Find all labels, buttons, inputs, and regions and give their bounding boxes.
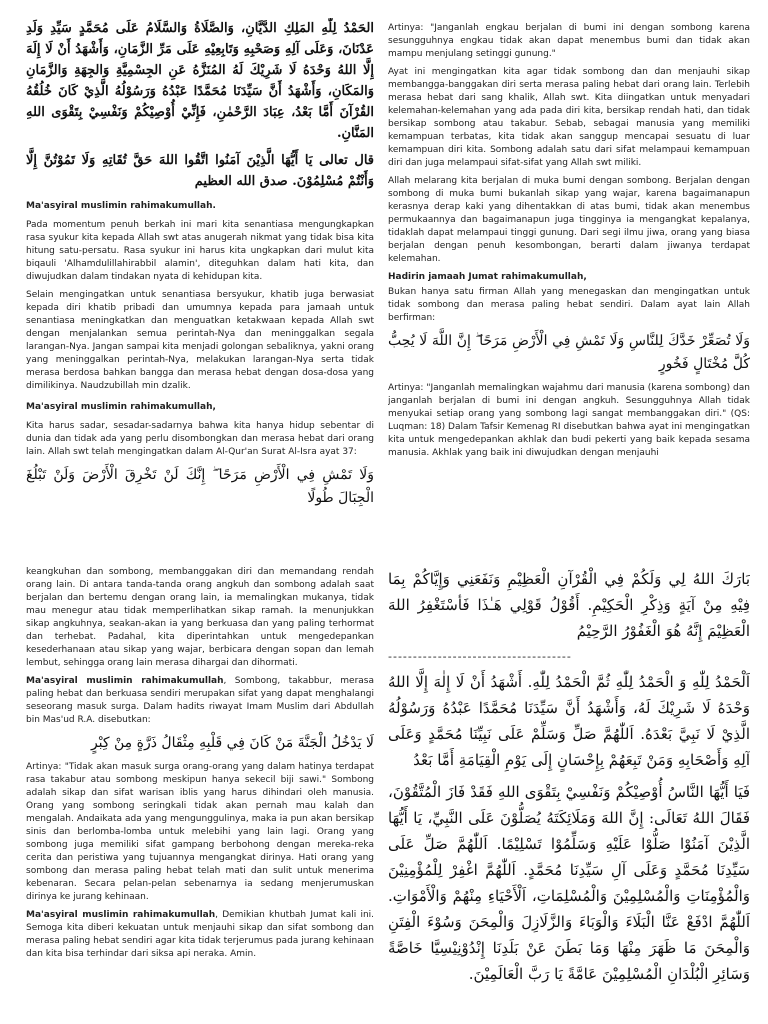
arabic-opening-verse: قال تعالى يَا أَيُّهَا الَّذِيْنَ آمَنُوا اتَّقُوا اللهَ حَقَّ تُقَاتِهِ وَلَا تَمُوْتُنَّ إِلَّا وَأَنْتُمْ مُسْلِمُوْنَ. صدق الله العظيم (26, 153, 374, 189)
paragraph: Ayat ini mengingatkan kita agar tidak sombong dan dan menjauhi sikap membangga-banggakan diri serta merasa paling hebat dari orang lain. Terlebih merasa hebat dari sang khalik, Allah swt. Kita diingatkan untuk menyadari kelemahan-kelemahan yang ada pada diri kita, bersikap rendah hati, dan tidak bersikap sombong atau takabur. Sebab, sebagai manusia yang memiliki kemampuan terbatas, kita tidak akan sanggup mencapai sesuatu di luar kemampuan diri kita. Sombong adalah satu dari sifat melampaui kemampuan diri dan juga melampaui sifat-sifat yang Allah swt miliki. (388, 67, 750, 168)
paragraph: Bukan hanya satu firman Allah yang menegaskan dan mengingatkan untuk tidak sombong dan merasa paling hebat sendiri. Dalam ayat lain Allah berfirman: (388, 287, 750, 323)
arabic-second-khutbah: اَلْحَمْدُ لِلّٰهِ وَ الْحَمْدُ لِلّٰهِ ثُمَّ الْحَمْدُ لِلّٰهِ. أَشْهَدُ أَنْ لَا إِلٰهَ إِلَّا اللهُ وَحْدَهُ لَا شَرِيْكَ لَهُ، وَأَشْهَدُ أَنَّ سَيِّدَنَا مُحَمَّدًا عَبْدُهُ وَرَسُوْلُهُ الَّذِيْ لَا نَبِيَّ بَعْدَهُ. اَللّٰهُمَّ صَلِّ وَسَلِّمْ عَلَى نَبِيِّنَا مُحَمَّدٍ وَعَلَى آلِهِ وَأَصْحَابِهِ وَمَنْ تَبِعَهُمْ بِإِحْسَانٍ إِلَى يَوْمِ الْقِيَامَةِ أَمَّا بَعْدُ (388, 673, 750, 769)
column-left-top (26, 18, 374, 528)
column-left-bottom (26, 566, 374, 1016)
paragraph: Allah melarang kita berjalan di muka bumi dengan sombong. Berjalan dengan sombong di muka bumi bukanlah sikap yang wajar, karena bagaimanapun kerasnya derap kaki yang dihentakkan di atas bumi, tidak akan menembus permukaannya dan bagaimanapun juga tingginya ia mengangkat kepalanya, tidaklah dapat melampaui tinggi gunung. Dari segi ilmu jiwa, orang yang biasa berjalan dengan penuh kesombongan, berarti dalam jiwanya terdapat kelemahan. (388, 176, 750, 264)
arabic-hadith: لَا يَدْخُلُ الْجَنَّةَ مَنْ كَانَ فِي قَلْبِهِ مِثْقَالُ ذَرَّةٍ مِنْ كِبْرٍ (90, 735, 374, 751)
arabic-opening-praise: الحَمْدُ لِلّٰهِ المَلِكِ الدَّيَّانِ، وَالصَّلَاةُ وَالسَّلَامُ عَلَى مُحَمَّدٍ سَيِّدِ وَلَدِ عَدْنَانَ، وَعَلَى آلِهِ وَصَحْبِهِ وَتَابِعِيْهِ عَلَى مَرِّ الزَّمَانِ، وَأَشْهَدُ أَنْ لَا إِلَهَ إِلَّا اللهُ وَحْدَهُ لَا شَرِيْكَ لَهُ المُنَزَّهُ عَنِ الجِسْمِيَّةِ وَالجِهَةِ وَالزَّمَانِ وَالمَكَانِ، وَأَشْهَدُ أَنَّ سَيِّدَنَا مُحَمَّدًا عَبْدُهُ وَرَسُوْلُهُ الَّذِيْ كَانَ خُلُقُهُ القُرْآنَ أَمَّا بَعْدُ، عِبَادَ الرَّحْمٰنِ، فَإِنِّيْ أُوْصِيْكُمْ وَنَفْسِيْ بِتَقْوَى اللهِ المَنَّانِ. (26, 21, 374, 141)
section-heading: Ma'asyiral muslimin rahimakumullah. (26, 201, 216, 211)
column-right-top (388, 22, 750, 528)
arabic-closing-prayer: بَارَكَ اللهُ لِي وَلَكُمْ فِي الْقُرْآنِ الْعَظِيْمِ وَنَفَعَنِي وَإِيَّاكُمْ بِمَا فِيْهِ مِنْ آيَةٍ وَذِكْرِ الْحَكِيْمِ. أَقُوْلُ قَوْلِي هَـٰذَا فَأسْتَغْفِرُ اللهَ الْعَظِيْمَ إِنَّهُ هُوَ الْغَفُوْرُ الرَّحِيْمُ (388, 570, 750, 640)
arabic-verse-luqman: وَلَا تُصَعِّرْ خَدَّكَ لِلنَّاسِ وَلَا تَمْشِ فِي الْأَرْضِ مَرَحًا ۖ إِنَّ اللَّهَ لَا يُحِبُّ كُلَّ مُخْتَالٍ فَخُورٍ (388, 333, 750, 372)
paragraph (26, 675, 374, 727)
paragraph: keangkuhan dan sombong, membanggakan diri dan memandang rendah orang lain. Di antara tanda-tanda orang angkuh dan sombong adalah saat berjalan dan bertemu dengan orang lain, ia memalingkan mukanya, tidak mau menegur atau tidak memperlihatkan sikap ramah. Ia menunjukkan sikap angkuhnya, seakan-akan ia yang berkuasa dan yang paling terhormat dan terhebat. Padahal, kita diperintahkan untuk mengedepankan kesederhanaan atau sikap yang wajar, berbicara dengan sopan dan lemah lembut, sehingga orang lain merasa dihargai dan dihormati. (26, 567, 374, 668)
paragraph: Artinya: "Janganlah engkau berjalan di bumi ini dengan sombong karena sesungguhnya engkau tidak akan dapat menembus bumi dan tidak akan mampu menjulang setinggi gunung." (388, 23, 750, 59)
paragraph-text: , Sombong, takabbur, merasa paling hebat dan berkuasa sendiri merupakan sifat yang dapat menghalangi seseorang masuk surga. Dalam hadits riwayat Imam Muslim dari Abdullah bin Mas'ud R.A. disebutkan: (26, 676, 374, 725)
section-heading: Hadirin jamaah Jumat rahimakumullah, (388, 272, 587, 282)
paragraph: Kita harus sadar, sesadar-sadarnya bahwa kita hanya hidup sebentar di dunia dan tidak ada yang perlu disombongkan dan merasa hebat dari orang lain. Allah swt telah mengingatkan dalam Al-Qur'an Surat Al-Isra ayat 37: (26, 421, 374, 457)
paragraph (26, 909, 374, 961)
arabic-final-prayer: فَيَا أَيُّهَا النَّاسُ أُوْصِيْكُمْ وَنَفْسِيْ بِتَقْوَى اللهِ فَقَدْ فَازَ الْمُتَّقُوْنَ، فَقَالَ اللهُ تَعَالَى: إِنَّ اللهَ وَمَلَائِكَتَهُ يُصَلُّوْنَ عَلَى النَّبِيِّ، يَا أَيُّهَا الَّذِيْنَ آمَنُوْا صَلُّوْا عَلَيْهِ وَسَلِّمُوْا تَسْلِيْمًا. اَللّٰهُمَّ صَلِّ عَلَى سَيِّدِنَا مُحَمَّدٍ وَعَلَى آلِ سَيِّدِنَا مُحَمَّدٍ. اَللّٰهُمَّ اغْفِرْ لِلْمُؤْمِنِيْنَ وَالْمُؤْمِنَاتِ وَالْمُسْلِمِيْنَ وَالْمُسْلِمَاتِ، اَلْأَحْيَاءِ مِنْهُمْ وَالْأَمْوَاتِ. اَللّٰهُمَّ ادْفَعْ عَنَّا الْبَلَاءَ وَالْوَبَاءَ وَالزَّلَازِلَ وَالْمِحَنَ وَسُوْءَ الْفِتَنِ وَالْمِحَنَ مَا ظَهَرَ مِنْهَا وَمَا بَطَنَ عَنْ بَلَدِنَا إِنْدُوْنِيْسِيَّا خَاصَّةً وَسَائِرِ الْبُلْدَانِ الْمُسْلِمِيْنَ عَامَّةً يَا رَبَّ الْعَالَمِيْنَ. (388, 783, 750, 983)
section-heading: Ma'asyiral muslimin rahimakumullah, (26, 402, 216, 412)
paragraph: Selain mengingatkan untuk senantiasa bersyukur, khatib juga berwasiat kepada diri khatib pribadi dan umumnya kepada para jamaah untuk senantiasa meningkatkan dan menguatkan ketakwaan kepada Allah swt dengan menjalankan semua perintah-Nya dan meninggalkan segala larangan-Nya. Jangan sampai kita menjadi golongan sebaliknya, yakni orang yang meninggalkan perintah-Nya, melakukan larangan-Nya serta tidak merasa berdosa bahkan bangga dan merasa hebat dengan dosa-dosa yang dimilikinya. Naudzubillah min dzalik. (26, 290, 374, 391)
paragraph: Artinya: "Janganlah memalingkan wajahmu dari manusia (karena sombong) dan janganlah berjalan di bumi ini dengan angkuh. Sesungguhnya Allah tidak menyukai setiap orang yang sombong lagi sangat membanggakan diri." (QS: Luqman: 18) Dalam Tafsir Kemenag RI disebutkan bahwa ayat ini mengingatkan kita untuk mengedepankan akhlak dan budi pekerti yang baik kepada sesama manusia. Akhlak yang baik ini diwujudkan dengan menjauhi (388, 383, 750, 458)
paragraph: Pada momentum penuh berkah ini mari kita senantiasa mengungkapkan rasa syukur kita kepada Allah swt atas anugerah nikmat yang tidak bisa kita hitung satu-persatu. Rasa syukur ini harus kita ungkapkan dari mulut kita biqauli 'Alhamdulillahirabbil alamin', diteguhkan dalam hati kita, dan diwujudkan dalam tindakan nyata di kehidupan kita. (26, 220, 374, 282)
arabic-verse-isra: وَلَا تَمْشِ فِي الْأَرْضِ مَرَحًا ۖ إِنَّكَ لَنْ تَخْرِقَ الْأَرْضَ وَلَنْ تَبْلُغَ الْجِبَالَ طُولًا (26, 467, 374, 506)
column-right-bottom (388, 566, 750, 1016)
inline-heading: Ma'asyiral muslimin rahimakumullah (26, 676, 224, 686)
inline-heading: Ma'asyiral muslimin rahimakumullah (26, 910, 216, 920)
paragraph-text: , Demikian khutbah Jumat kali ini. Semoga kita diberi kekuatan untuk menjauhi sikap dan sifat sombong dan merasa paling hebat sendiri agar kita tidak terjerumus pada jurang kehinaan dan kita bisa terhindar dari siksa api neraka. Amin. (26, 910, 374, 959)
separator-line: ------------------------------------- (388, 650, 572, 663)
paragraph: Artinya: "Tidak akan masuk surga orang-orang yang dalam hatinya terdapat rasa takabur atau sombong meskipun hanya sekecil biji sawi." Sombong adalah sikap dan sifat warisan iblis yang harus dihindari oleh manusia. Orang yang sombong seringkali tidak akan pernah mau kalah dan mengalah. Andaikata ada yang mengunggulinya, maka ia pun akan bersikap sinis dan berlomba-lomba untuk melebihi yang lain lagi. Orang yang sombong juga memiliki sifat gampang berbohong dengan mereka-reka cerita dan peristiwa yang tujuannya mengangkat dirinya. Hati orang yang sombong dan merasa paling hebat telah mati dan sulit untuk menerima kebenaran. Secara pelan-pelan sebenarnya ia sedang menjerumuskan dirinya ke jurang kehinaan. (26, 762, 374, 902)
